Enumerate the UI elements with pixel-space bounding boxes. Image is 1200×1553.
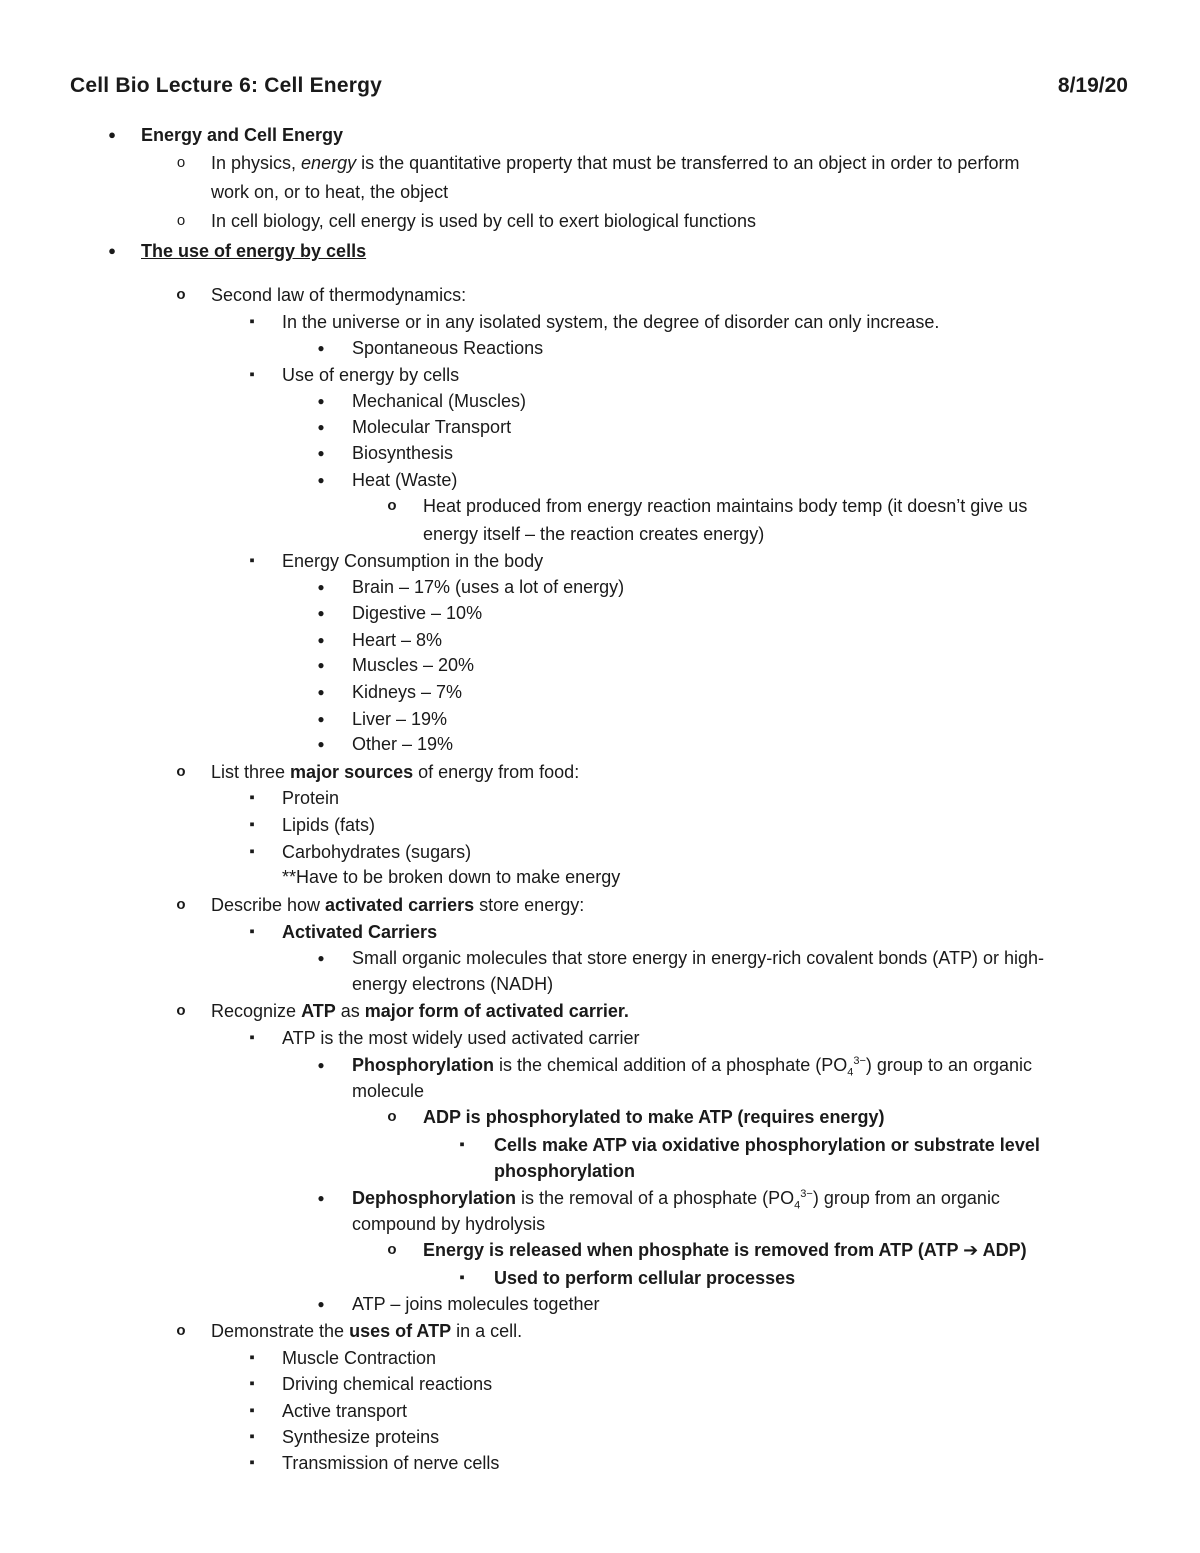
note-text: Carbohydrates (sugars) xyxy=(282,842,472,862)
note-text: Biosynthesis xyxy=(352,443,454,463)
note-line xyxy=(282,839,471,865)
note-text: Second law of thermodynamics: xyxy=(211,285,467,305)
note-line xyxy=(423,1237,1027,1263)
note-text: is the quantitative property that must be transferred to an object in order to perform xyxy=(356,153,1020,173)
note-text: Synthesize proteins xyxy=(282,1427,440,1447)
note-text: Heat produced from energy reaction maintains body temp (it doesn’t give us xyxy=(423,496,1028,516)
note-line xyxy=(494,1265,795,1291)
note-text: Use of energy by cells xyxy=(282,365,460,385)
note-text: energy electrons (NADH) xyxy=(352,974,554,994)
note-text: **Have to be broken down to make energy xyxy=(282,867,621,887)
note-line xyxy=(423,1104,884,1130)
note-line xyxy=(352,467,457,493)
note-text: Heart – 8% xyxy=(352,630,443,650)
note-text: Cells make ATP via oxidative phosphorylation or substrate level xyxy=(494,1135,1040,1155)
note-line xyxy=(352,627,442,653)
hollow-bullet-icon: o xyxy=(176,154,186,171)
note-text: Energy is released when phosphate is removed from ATP (ATP ➔ ADP) xyxy=(423,1240,1027,1260)
note-text: The use of energy by cells xyxy=(141,241,367,261)
note-text: Energy Consumption in the body xyxy=(282,551,544,571)
square-bullet-icon: ▪ xyxy=(249,843,255,860)
note-line xyxy=(352,335,543,361)
note-line xyxy=(352,574,624,600)
note-line xyxy=(494,1132,1040,1158)
note-text: Digestive – 10% xyxy=(352,603,483,623)
document-header xyxy=(70,74,1128,104)
note-text: In physics, xyxy=(211,153,302,173)
round-bullet-icon: ● xyxy=(108,243,116,258)
round-bullet-icon: ● xyxy=(317,951,325,965)
note-line xyxy=(141,122,343,148)
note-line xyxy=(282,548,543,574)
note-text: Driving chemical reactions xyxy=(282,1374,493,1394)
note-text: Muscle Contraction xyxy=(282,1348,437,1368)
note-line xyxy=(352,1291,599,1317)
note-text: is the chemical addition of a phosphate (PO xyxy=(494,1055,848,1075)
square-bullet-icon: ▪ xyxy=(459,1269,465,1286)
note-text: Protein xyxy=(282,788,340,808)
note-text: 3− xyxy=(800,1188,813,1200)
lecture-date: 8/19/20 xyxy=(1057,74,1128,97)
square-bullet-icon: ▪ xyxy=(249,1402,255,1419)
note-text: work on, or to heat, the object xyxy=(211,182,449,202)
note-line xyxy=(282,1450,499,1476)
round-bullet-icon: ● xyxy=(317,737,325,751)
note-text: Small organic molecules that store energy in energy-rich covalent bonds (ATP) or high- xyxy=(352,948,1044,968)
square-bullet-icon: ▪ xyxy=(249,816,255,833)
note-text: energy xyxy=(301,153,357,173)
round-bullet-icon: ● xyxy=(317,712,325,726)
note-text: Activated Carriers xyxy=(282,922,438,942)
round-bullet-icon: ● xyxy=(317,606,325,620)
note-text: Recognize xyxy=(211,1001,302,1021)
title-prefix: Cell Bio Lecture 6: xyxy=(70,74,259,97)
note-text: Lipids (fats) xyxy=(282,815,376,835)
round-bullet-icon: ● xyxy=(317,420,325,434)
note-text: Heat (Waste) xyxy=(352,470,458,490)
square-bullet-icon: ▪ xyxy=(249,1349,255,1366)
note-text: major sources xyxy=(290,762,414,782)
note-text: is the removal of a phosphate (PO xyxy=(516,1188,795,1208)
note-line xyxy=(211,998,629,1024)
note-text: Demonstrate the xyxy=(211,1321,350,1341)
note-line xyxy=(282,1424,439,1450)
note-text: In cell biology, cell energy is used by cell to exert biological functions xyxy=(211,211,756,231)
note-text: ATP is the most widely used activated carrier xyxy=(282,1028,640,1048)
note-line xyxy=(282,812,375,838)
hollow-bullet-icon: o xyxy=(176,896,186,913)
note-text: Phosphorylation xyxy=(352,1055,495,1075)
note-line xyxy=(282,1371,492,1397)
note-line xyxy=(352,1078,424,1104)
round-bullet-icon: ● xyxy=(317,394,325,408)
square-bullet-icon: ▪ xyxy=(249,313,255,330)
note-line xyxy=(352,731,453,757)
hollow-bullet-icon: o xyxy=(176,212,186,229)
note-line xyxy=(211,1318,522,1344)
note-text: Muscles – 20% xyxy=(352,655,475,675)
note-text: ADP is phosphorylated to make ATP (requires energy) xyxy=(423,1107,885,1127)
round-bullet-icon: ● xyxy=(317,446,325,460)
note-text: Spontaneous Reactions xyxy=(352,338,544,358)
square-bullet-icon: ▪ xyxy=(249,1428,255,1445)
note-text: 4 xyxy=(847,1066,854,1079)
hollow-bullet-icon: o xyxy=(176,1002,186,1019)
square-bullet-icon: ▪ xyxy=(249,366,255,383)
hollow-bullet-icon: o xyxy=(176,286,186,303)
note-line xyxy=(423,521,764,547)
note-text: Describe how xyxy=(211,895,326,915)
note-line xyxy=(352,1185,1000,1211)
round-bullet-icon: ● xyxy=(317,1297,325,1311)
note-text: ATP xyxy=(301,1001,336,1021)
note-text: 4 xyxy=(794,1199,801,1212)
note-line xyxy=(352,388,526,414)
note-line xyxy=(352,971,553,997)
square-bullet-icon: ▪ xyxy=(249,1375,255,1392)
note-line xyxy=(211,282,466,308)
note-line xyxy=(141,238,366,264)
note-text: energy itself – the reaction creates energy) xyxy=(423,524,765,544)
hollow-bullet-icon: o xyxy=(387,497,397,514)
note-line xyxy=(494,1158,635,1184)
note-text: Dephosphorylation xyxy=(352,1188,517,1208)
round-bullet-icon: ● xyxy=(317,580,325,594)
hollow-bullet-icon: o xyxy=(387,1241,397,1258)
note-line xyxy=(352,652,474,678)
note-text: Kidneys – 7% xyxy=(352,682,463,702)
note-text: phosphorylation xyxy=(494,1161,635,1181)
note-line xyxy=(352,600,482,626)
note-text: Liver – 19% xyxy=(352,709,448,729)
note-text: Mechanical (Muscles) xyxy=(352,391,527,411)
note-line xyxy=(282,1345,436,1371)
square-bullet-icon: ▪ xyxy=(249,552,255,569)
note-text: ) group from an organic xyxy=(812,1188,1000,1208)
hollow-bullet-icon: o xyxy=(176,763,186,780)
note-text: 3− xyxy=(853,1055,866,1067)
note-text: Used to perform cellular processes xyxy=(494,1268,796,1288)
note-line xyxy=(282,1398,407,1424)
note-line xyxy=(282,785,339,811)
square-bullet-icon: ▪ xyxy=(249,1029,255,1046)
note-line xyxy=(211,759,579,785)
title-topic: Cell Energy xyxy=(264,74,382,97)
note-text: Energy and Cell Energy xyxy=(141,125,344,145)
round-bullet-icon: ● xyxy=(317,1191,325,1205)
note-text: Transmission of nerve cells xyxy=(282,1453,500,1473)
note-line xyxy=(211,208,756,234)
round-bullet-icon: ● xyxy=(108,127,116,142)
square-bullet-icon: ▪ xyxy=(249,1454,255,1471)
square-bullet-icon: ▪ xyxy=(249,923,255,940)
note-line xyxy=(352,679,462,705)
note-line xyxy=(211,892,584,918)
note-line xyxy=(423,493,1027,519)
note-line xyxy=(352,1211,545,1237)
square-bullet-icon: ▪ xyxy=(459,1136,465,1153)
note-line xyxy=(282,1025,639,1051)
note-line xyxy=(282,919,437,945)
page-title xyxy=(70,74,382,98)
round-bullet-icon: ● xyxy=(317,633,325,647)
note-line xyxy=(282,309,939,335)
note-text: compound by hydrolysis xyxy=(352,1214,546,1234)
note-line xyxy=(211,150,1019,176)
note-text: List three xyxy=(211,762,291,782)
square-bullet-icon: ▪ xyxy=(249,789,255,806)
note-line xyxy=(352,440,453,466)
note-line xyxy=(282,362,459,388)
round-bullet-icon: ● xyxy=(317,1058,325,1072)
note-text: of energy from food: xyxy=(413,762,580,782)
note-line xyxy=(211,179,448,205)
note-line xyxy=(352,414,511,440)
note-text: molecule xyxy=(352,1081,425,1101)
note-text: as xyxy=(335,1001,365,1021)
note-text: Brain – 17% (uses a lot of energy) xyxy=(352,577,625,597)
note-text: ) group to an organic xyxy=(865,1055,1033,1075)
note-line xyxy=(282,864,620,890)
note-text: Molecular Transport xyxy=(352,417,512,437)
hollow-bullet-icon: o xyxy=(176,1322,186,1339)
note-line xyxy=(352,945,1044,971)
round-bullet-icon: ● xyxy=(317,341,325,355)
note-text: uses of ATP xyxy=(349,1321,452,1341)
round-bullet-icon: ● xyxy=(317,473,325,487)
note-line xyxy=(352,1052,1032,1078)
round-bullet-icon: ● xyxy=(317,685,325,699)
note-text: activated carriers xyxy=(325,895,475,915)
note-text: Other – 19% xyxy=(352,734,454,754)
note-text: In the universe or in any isolated system, the degree of disorder can only increase. xyxy=(282,312,940,332)
note-text: ATP – joins molecules together xyxy=(352,1294,600,1314)
hollow-bullet-icon: o xyxy=(387,1108,397,1125)
note-text: Active transport xyxy=(282,1401,408,1421)
note-line xyxy=(352,706,447,732)
note-text: store energy: xyxy=(474,895,585,915)
note-text: in a cell. xyxy=(451,1321,523,1341)
note-text: major form of activated carrier. xyxy=(364,1001,629,1021)
round-bullet-icon: ● xyxy=(317,658,325,672)
